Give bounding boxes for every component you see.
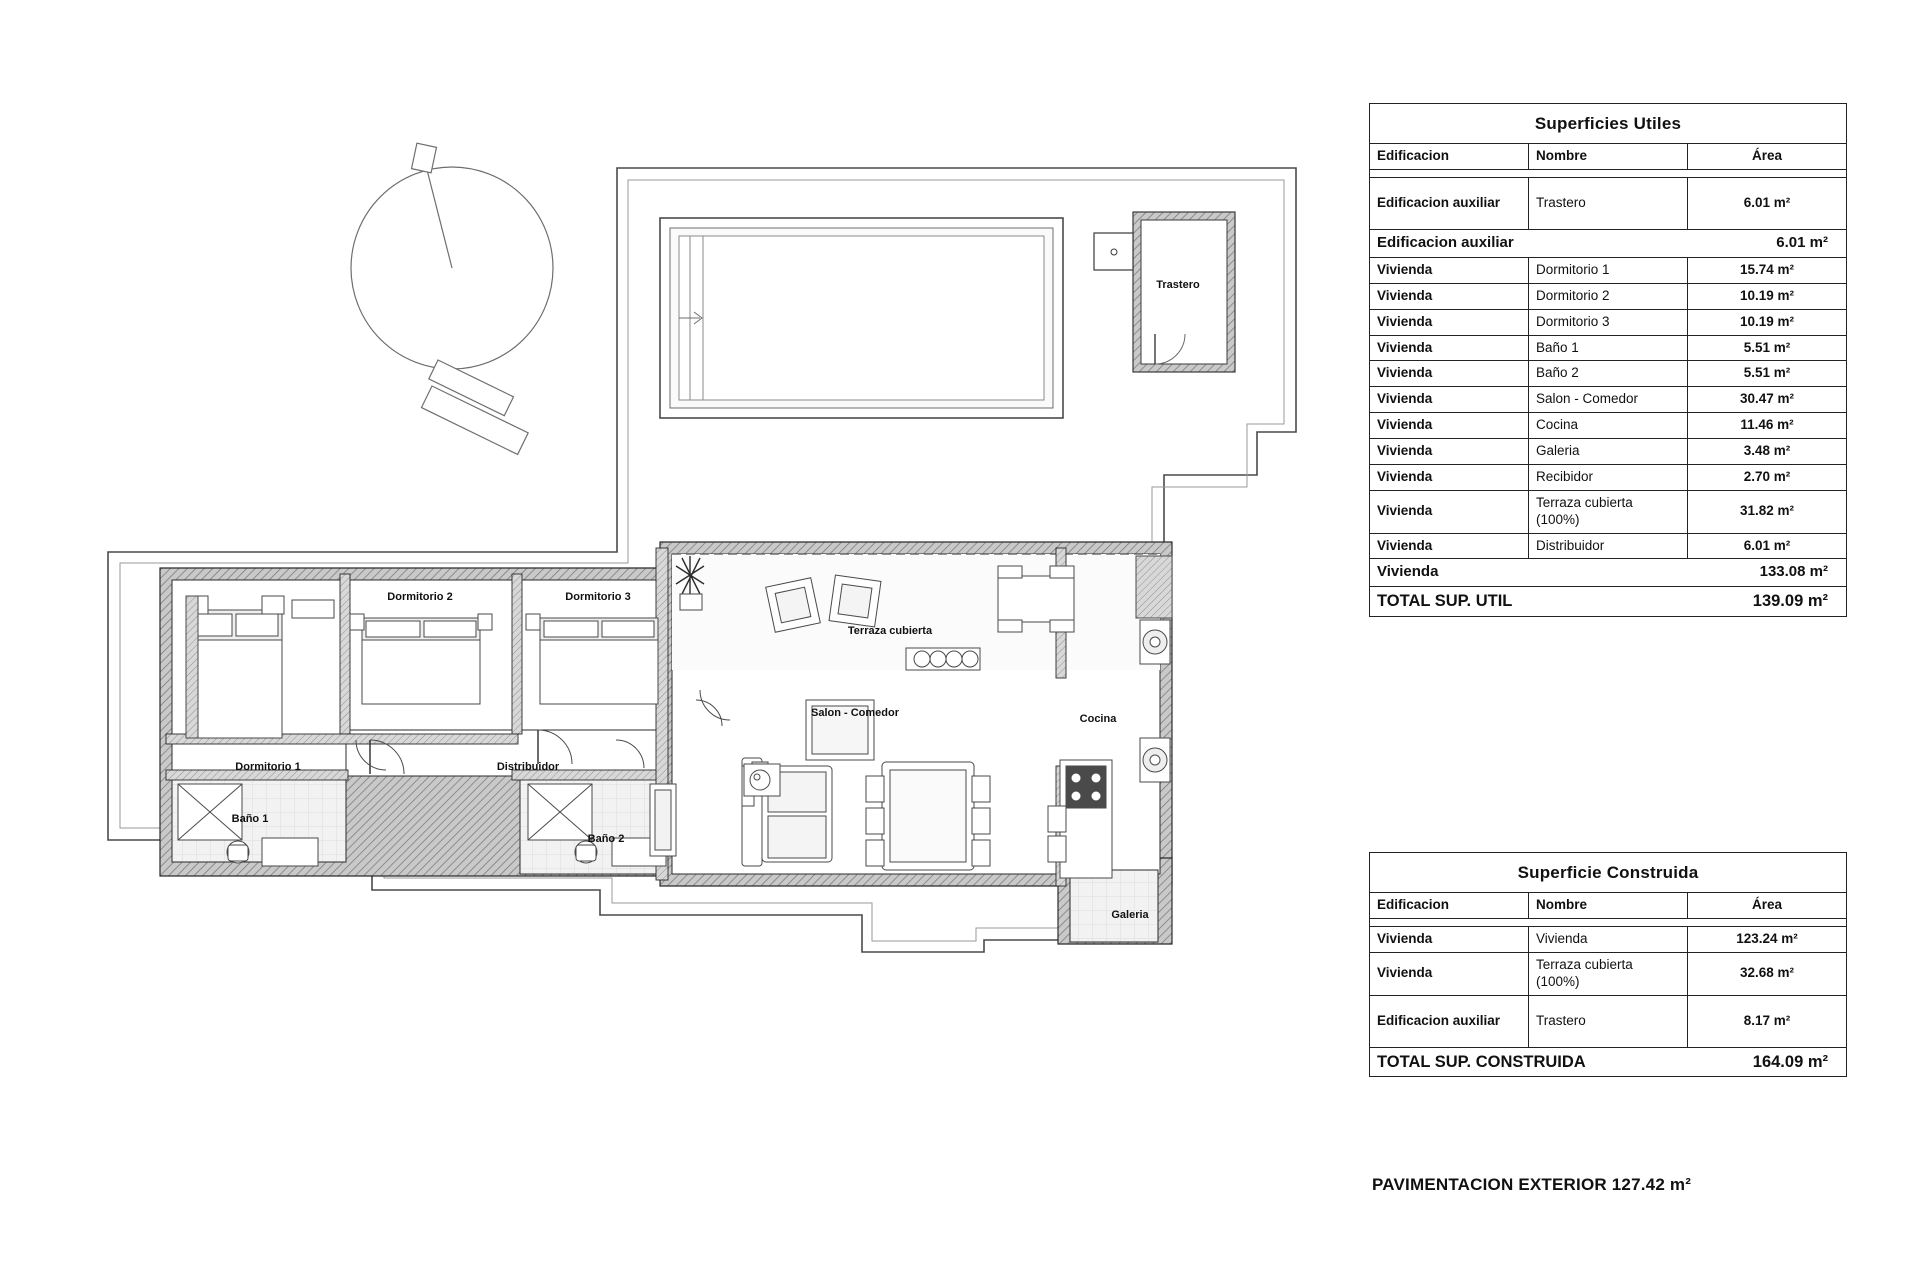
cell-edificacion: Vivienda (1370, 464, 1529, 490)
cell-area: 10.19 m² (1688, 309, 1847, 335)
header-area: Área (1688, 893, 1847, 919)
cell-edificacion: Vivienda (1370, 283, 1529, 309)
label-bano-2: Baño 2 (587, 833, 625, 845)
cell-nombre: Baño 1 (1529, 335, 1688, 361)
bedroom-3-furniture (526, 614, 658, 704)
cell-nombre: Baño 2 (1529, 361, 1688, 387)
table-row (1370, 490, 1847, 533)
label-dormitorio-1: Dormitorio 1 (235, 761, 301, 773)
cell-edificacion: Vivienda (1370, 387, 1529, 413)
table-title-row (1370, 104, 1847, 144)
superficies-utiles-table (1369, 103, 1847, 617)
cell-area: 5.51 m² (1688, 361, 1847, 387)
cell-area: 2.70 m² (1688, 464, 1847, 490)
cell-area: 15.74 m² (1688, 257, 1847, 283)
table-row (1370, 178, 1847, 230)
cell-nombre: Distribuidor (1529, 533, 1688, 559)
cell-nombre: Cocina (1529, 413, 1688, 439)
table-title-row (1370, 853, 1847, 893)
cell-area: 11.46 m² (1688, 413, 1847, 439)
cell-nombre: Trastero (1529, 995, 1688, 1047)
table-title: Superficies Utiles (1370, 104, 1847, 144)
label-trastero: Trastero (1156, 279, 1200, 291)
table-row (1370, 995, 1847, 1047)
cell-nombre: Trastero (1529, 178, 1688, 230)
cell-edificacion: Vivienda (1370, 413, 1529, 439)
cell-edificacion: Vivienda (1370, 953, 1529, 996)
cell-area: 8.17 m² (1688, 995, 1847, 1047)
table-row (1370, 387, 1847, 413)
cell-nombre: Vivienda (1529, 927, 1688, 953)
table-total-row (1370, 587, 1847, 617)
cell-edificacion: Vivienda (1370, 927, 1529, 953)
cell-edificacion: Edificacion auxiliar (1370, 995, 1529, 1047)
label-terraza-cubierta: Terraza cubierta (847, 625, 933, 637)
subtotal-label: Edificacion auxiliar (1370, 230, 1688, 258)
subtotal-label: Vivienda (1370, 559, 1688, 587)
table-subtotal-row (1370, 230, 1847, 258)
header-nombre: Nombre (1529, 893, 1688, 919)
cell-nombre: Salon - Comedor (1529, 387, 1688, 413)
subtotal-value: 133.08 m² (1688, 559, 1847, 587)
cell-area: 5.51 m² (1688, 335, 1847, 361)
cell-edificacion: Vivienda (1370, 439, 1529, 465)
cell-edificacion: Vivienda (1370, 335, 1529, 361)
table-row (1370, 464, 1847, 490)
table-row (1370, 283, 1847, 309)
table-title: Superficie Construida (1370, 853, 1847, 893)
label-cocina: Cocina (1079, 713, 1117, 725)
cell-nombre: Terraza cubierta (100%) (1529, 490, 1688, 533)
cell-area: 31.82 m² (1688, 490, 1847, 533)
table-row (1370, 335, 1847, 361)
cell-edificacion: Vivienda (1370, 361, 1529, 387)
cell-area: 123.24 m² (1688, 927, 1847, 953)
table-row (1370, 927, 1847, 953)
spacer (1370, 919, 1847, 927)
total-value: 139.09 m² (1688, 587, 1847, 617)
trastero-room (1094, 212, 1235, 372)
cell-nombre: Recibidor (1529, 464, 1688, 490)
label-galeria: Galeria (1111, 909, 1149, 921)
table-subtotal-row (1370, 559, 1847, 587)
cell-nombre: Galeria (1529, 439, 1688, 465)
total-value: 164.09 m² (1688, 1047, 1847, 1077)
pavimentacion-exterior-note: PAVIMENTACION EXTERIOR 127.42 m² (1372, 1175, 1692, 1194)
cell-edificacion: Edificacion auxiliar (1370, 178, 1529, 230)
cell-edificacion: Vivienda (1370, 533, 1529, 559)
total-label: TOTAL SUP. UTIL (1370, 587, 1688, 617)
header-nombre: Nombre (1529, 144, 1688, 170)
label-distribuidor: Distribuidor (496, 761, 560, 773)
cell-nombre: Dormitorio 2 (1529, 283, 1688, 309)
cell-area: 10.19 m² (1688, 283, 1847, 309)
label-dormitorio-2: Dormitorio 2 (387, 591, 453, 603)
table-row (1370, 361, 1847, 387)
spacer (1370, 170, 1847, 178)
table-row (1370, 953, 1847, 996)
table-total-row (1370, 1047, 1847, 1077)
label-salon-comedor: Salon - Comedor (810, 707, 900, 719)
superficie-construida-table (1369, 852, 1847, 1077)
cell-area: 32.68 m² (1688, 953, 1847, 996)
cell-nombre: Dormitorio 3 (1529, 309, 1688, 335)
cell-nombre: Dormitorio 1 (1529, 257, 1688, 283)
cell-edificacion: Vivienda (1370, 490, 1529, 533)
cell-area: 6.01 m² (1688, 178, 1847, 230)
circular-garden-feature (351, 143, 553, 454)
table-header-row (1370, 893, 1847, 919)
table-row (1370, 533, 1847, 559)
label-bano-1: Baño 1 (231, 813, 269, 825)
header-area: Área (1688, 144, 1847, 170)
table-header-row (1370, 144, 1847, 170)
cell-area: 6.01 m² (1688, 533, 1847, 559)
cell-edificacion: Vivienda (1370, 257, 1529, 283)
swimming-pool (660, 218, 1063, 418)
table-row (1370, 413, 1847, 439)
cell-edificacion: Vivienda (1370, 309, 1529, 335)
table-row (1370, 309, 1847, 335)
cell-nombre: Terraza cubierta (100%) (1529, 953, 1688, 996)
table-row (1370, 257, 1847, 283)
subtotal-value: 6.01 m² (1688, 230, 1847, 258)
header-edificacion: Edificacion (1370, 144, 1529, 170)
cell-area: 30.47 m² (1688, 387, 1847, 413)
table-row (1370, 439, 1847, 465)
total-label: TOTAL SUP. CONSTRUIDA (1370, 1047, 1688, 1077)
bedroom-2-furniture (350, 614, 492, 704)
header-edificacion: Edificacion (1370, 893, 1529, 919)
label-dormitorio-3: Dormitorio 3 (565, 591, 631, 603)
cell-area: 3.48 m² (1688, 439, 1847, 465)
